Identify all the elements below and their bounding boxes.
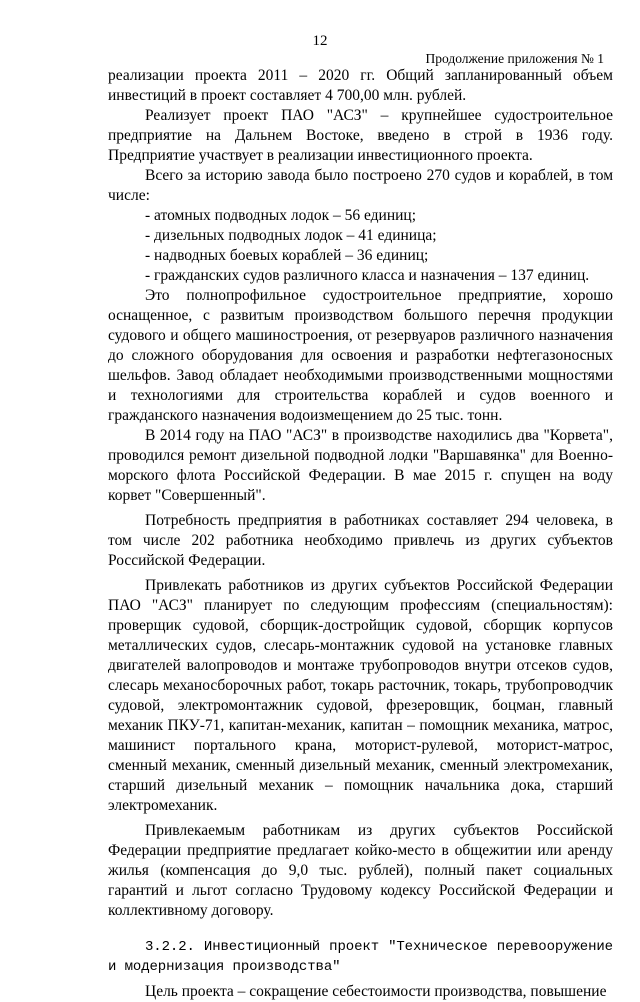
paragraph-ships-built: Всего за историю завода было построено 270 судов и кораблей, в том числе: — [108, 167, 613, 204]
continuation-note: Продолжение приложения № 1 — [425, 51, 604, 66]
list-item: - дизельных подводных лодок – 41 единица; — [145, 227, 437, 244]
page-number: 12 — [312, 33, 328, 49]
list-item: - гражданских судов различного класса и назначения – 137 единиц. — [145, 267, 590, 284]
list-item: - надводных боевых кораблей – 36 единиц; — [145, 247, 429, 264]
section-heading: 3.2.2. Инвестиционный проект "Техническое перевооружение и модернизация производства" — [108, 939, 613, 975]
paragraph-workforce-need: Потребность предприятия в работниках составляет 294 человека, в том числе 202 работника необходимо привлечь из других субъектов Российской Федерации. — [108, 512, 613, 569]
paragraph-capabilities: Это полнопрофильное судостроительное предприятие, хорошо оснащенное, с развитым производством большого перечня продукции судового и общего машиностроения, от резервуаров различного назначения до сложного оборудования для освоения и разработки нефтегазоносных шельфов. Завод обладает необходимыми производственными мощностями и технологиями для строительства кораблей и судов военного и гражданского назначения водоизмещением до 25 тыс. тонн. — [108, 287, 613, 424]
paragraph-2014-production: В 2014 году на ПАО "АСЗ" в производстве находились два "Корвета", проводился ремонт дизельной подводной лодки "Варшавянка" для Военно-морского флота Российской Федерации. В мае 2015 г. спущен на воду корвет "Совершенный". — [108, 427, 613, 504]
paragraph-company-intro: Реализует проект ПАО "АСЗ" – крупнейшее судостроительное предприятие на Дальнем Востоке, введено в строй в 1936 году. Предприятие участвует в реализации инвестиционного проекта. — [108, 107, 613, 164]
document-body — [108, 66, 613, 1002]
paragraph-benefits: Привлекаемым работникам из других субъектов Российской Федерации предприятие предлагает койко-место в общежитии или аренду жилья (компенсация до 9,0 тыс. рублей), полный пакет социальных гарантий и льгот согласно Трудовому кодексу Российской Федерации и коллективному договору. — [108, 822, 613, 919]
list-item: - атомных подводных лодок – 56 единиц; — [145, 207, 417, 224]
paragraph-professions: Привлекать работников из других субъектов Российской Федерации ПАО "АСЗ" планирует по следующим профессиям (специальностям): проверщик судовой, сборщик-достройщик судовой, сборщик корпусов металлических судов, слесарь-монтажник судовой на установке главных двигателей валопроводов и монтаже трубопроводов внутри отсеков судов, слесарь механосборочных работ, токарь расточник, токарь, трубопроводчик судовой, электромонтажник судовой, фрезеровщик, боцман, главный механик ПКУ-71, капитан-механик, капитан – помощник механика, матрос, машинист портального крана, моторист-рулевой, моторист-матрос, сменный механик, сменный дизельный механик, сменный электромеханик, старший дизельный механик – помощник начальника дока, старший электромеханик. — [108, 577, 613, 814]
paragraph-project-goal: Цель проекта – сокращение себестоимости производства, повышение — [145, 983, 607, 1000]
paragraph-investment-summary: реализации проекта 2011 – 2020 гг. Общий запланированный объем инвестиций в проект составляет 4 700,00 млн. рублей. — [108, 67, 613, 104]
